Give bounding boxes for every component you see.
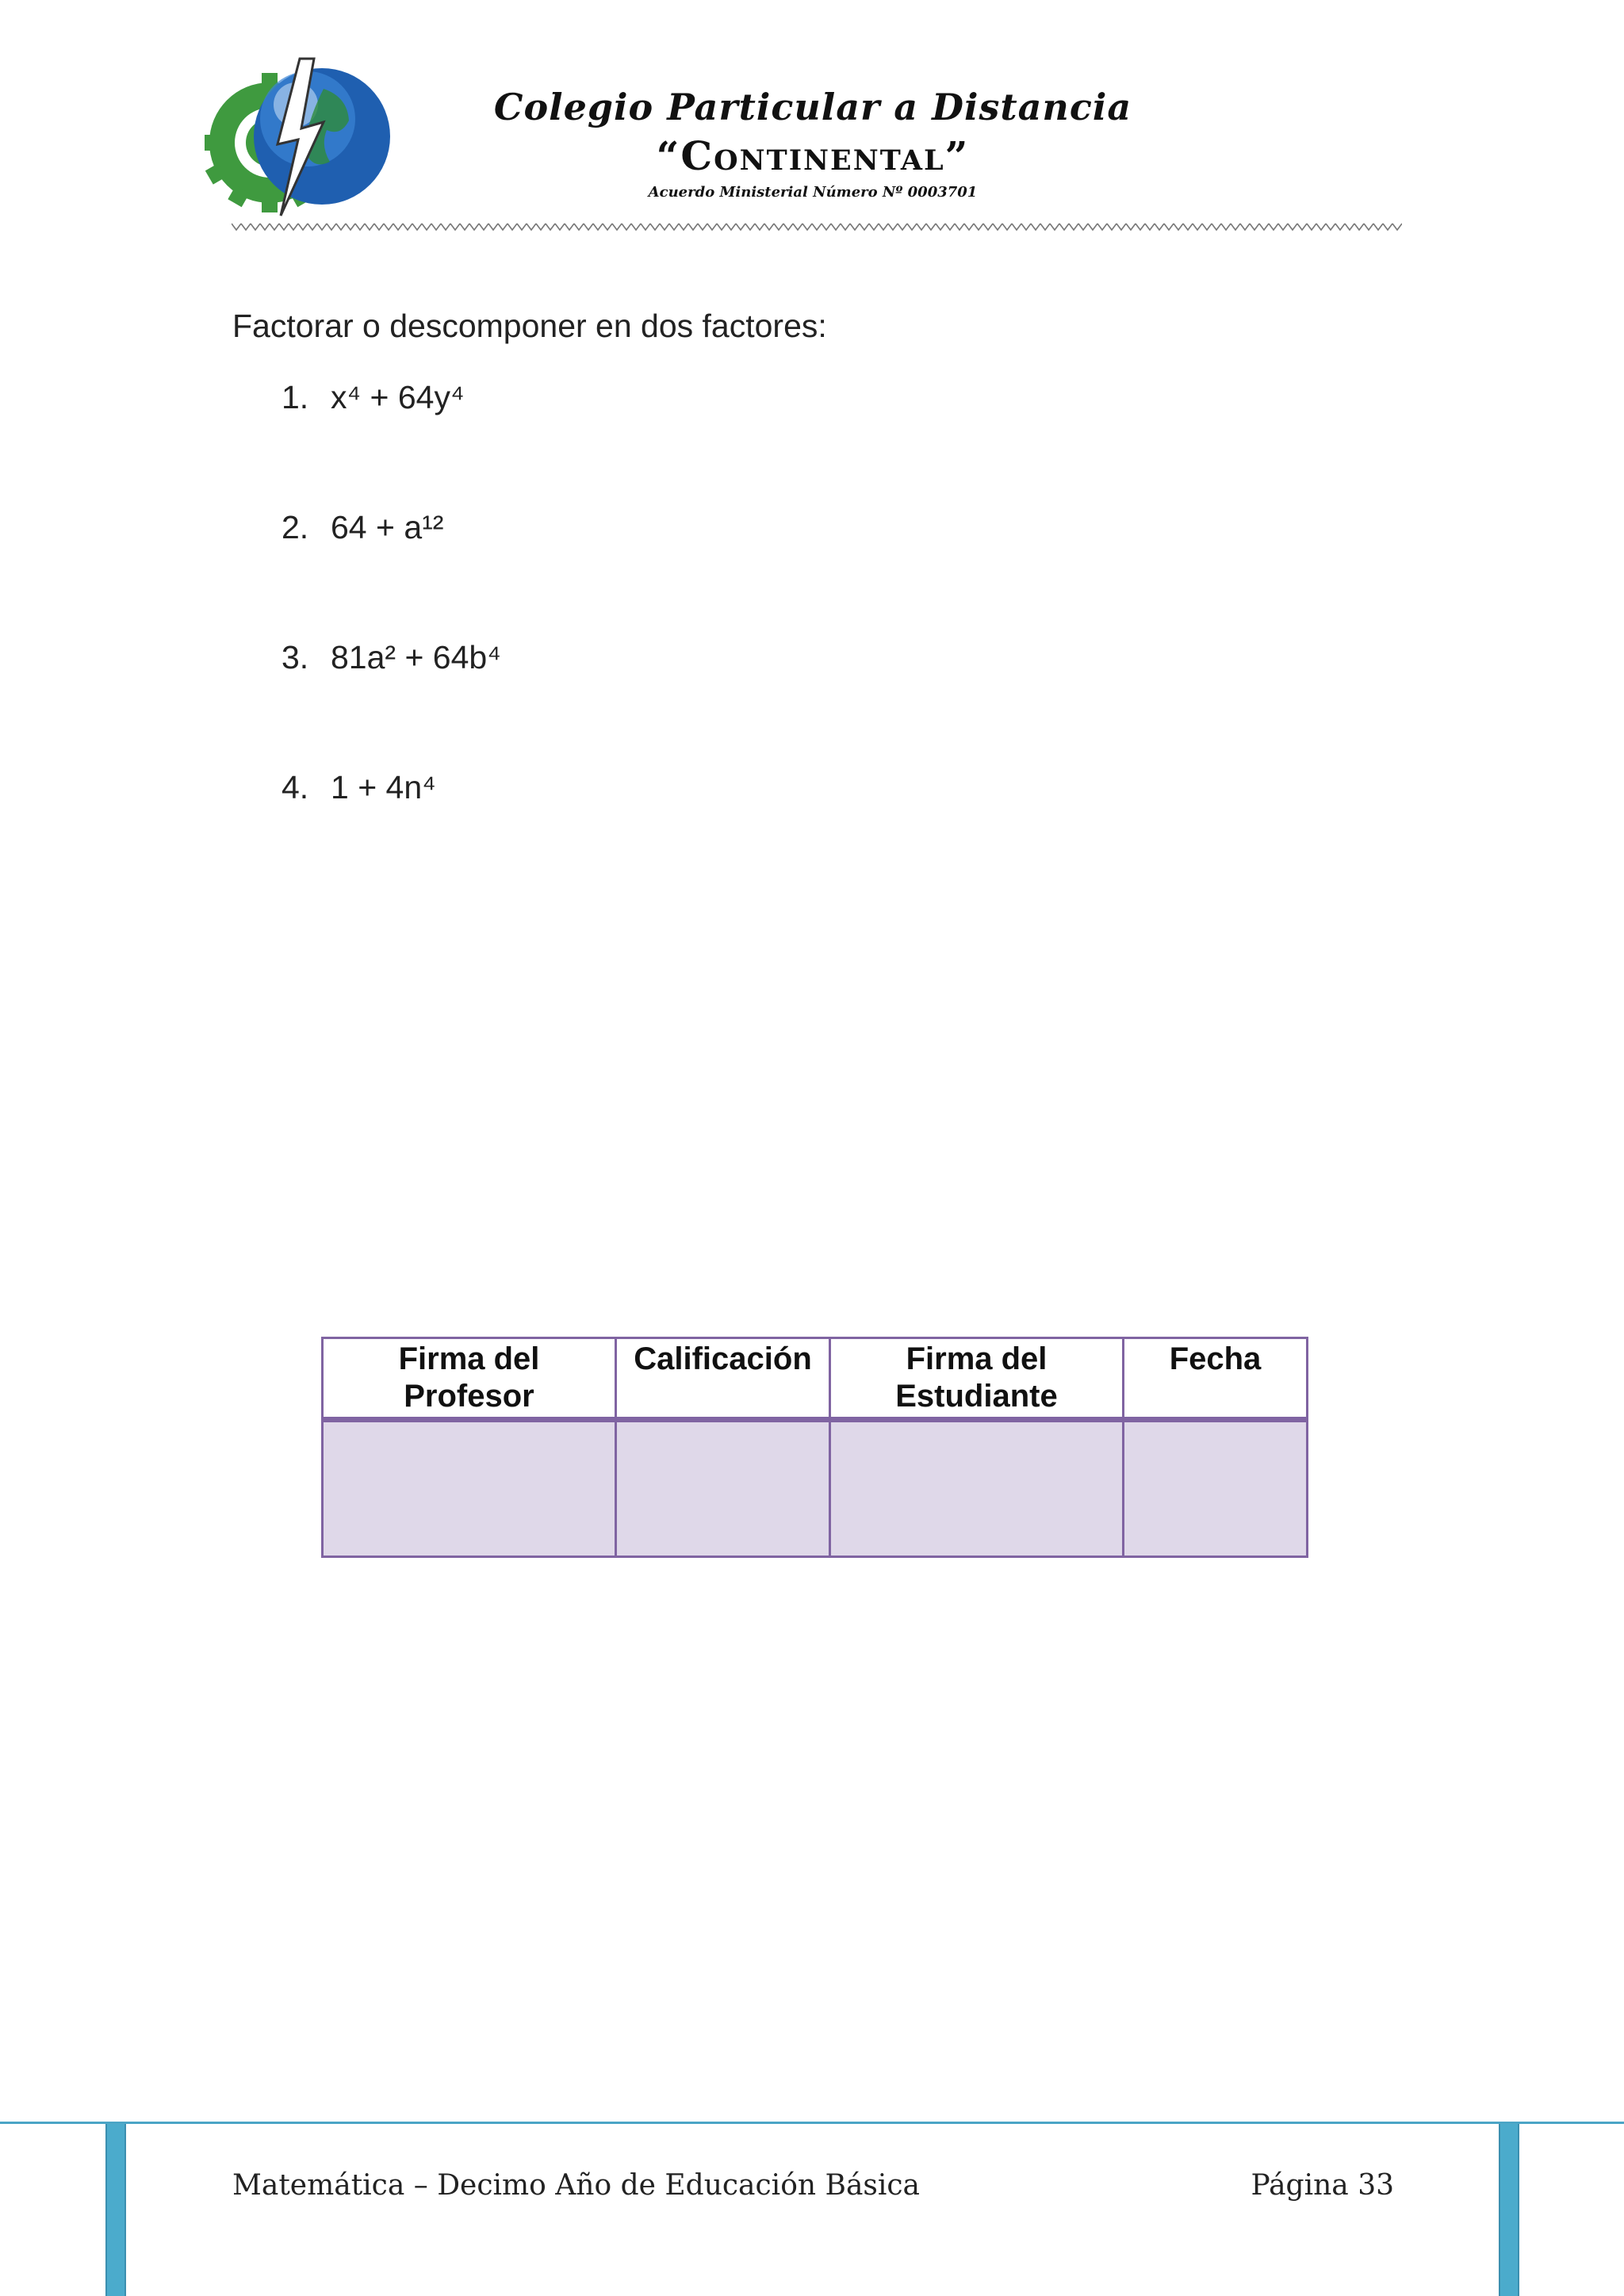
student-signature-cell[interactable] — [830, 1420, 1124, 1557]
footer-divider — [0, 2122, 1624, 2124]
header-divider — [232, 220, 1402, 233]
school-name: Colegio Particular a Distancia — [493, 86, 1132, 128]
exercise-expression: 81a² + 64b⁴ — [331, 639, 501, 675]
header-line: Calificación — [634, 1341, 812, 1376]
header-grade — [616, 1338, 830, 1420]
exercise-expression: x⁴ + 64y⁴ — [331, 379, 465, 415]
globe-icon — [254, 68, 390, 205]
exercise-expression: 1 + 4n⁴ — [331, 769, 436, 806]
school-agreement: Acuerdo Ministerial Número Nº 0003701 — [648, 184, 978, 201]
exercise-number: 4. — [282, 769, 309, 806]
exercise-number: 2. — [282, 509, 309, 545]
signature-table — [321, 1337, 1308, 1558]
exercise-list — [282, 379, 501, 899]
exercise-number: 3. — [282, 639, 309, 675]
header-line: Profesor — [404, 1379, 534, 1414]
exercise-item — [282, 639, 501, 769]
footer-right-bar — [1499, 2124, 1519, 2296]
school-quote: “Continental” — [656, 132, 970, 179]
school-logo — [205, 57, 395, 224]
footer-left-bar — [105, 2124, 126, 2296]
header-line: Firma del — [906, 1341, 1048, 1376]
header-line: Firma del — [398, 1341, 540, 1376]
exercise-item — [282, 509, 501, 639]
header-student-signature — [830, 1338, 1124, 1420]
exercise-item — [282, 379, 501, 509]
teacher-signature-cell[interactable] — [323, 1420, 616, 1557]
table-header-row — [323, 1338, 1308, 1420]
school-header — [476, 86, 1150, 201]
exercise-number: 1. — [282, 379, 309, 415]
header-date — [1124, 1338, 1308, 1420]
exercise-expression: 64 + a¹² — [331, 509, 444, 545]
page-number: Página 33 — [1251, 2169, 1394, 2202]
exercise-item — [282, 769, 501, 899]
grade-cell[interactable] — [616, 1420, 830, 1557]
footer-course: Matemática – Decimo Año de Educación Básica — [232, 2169, 921, 2202]
header-line: Estudiante — [895, 1379, 1058, 1414]
header-teacher-signature — [323, 1338, 616, 1420]
table-row — [323, 1420, 1308, 1557]
instruction-text: Factorar o descomponer en dos factores: — [232, 308, 827, 344]
header-line: Fecha — [1169, 1341, 1262, 1376]
date-cell[interactable] — [1124, 1420, 1308, 1557]
